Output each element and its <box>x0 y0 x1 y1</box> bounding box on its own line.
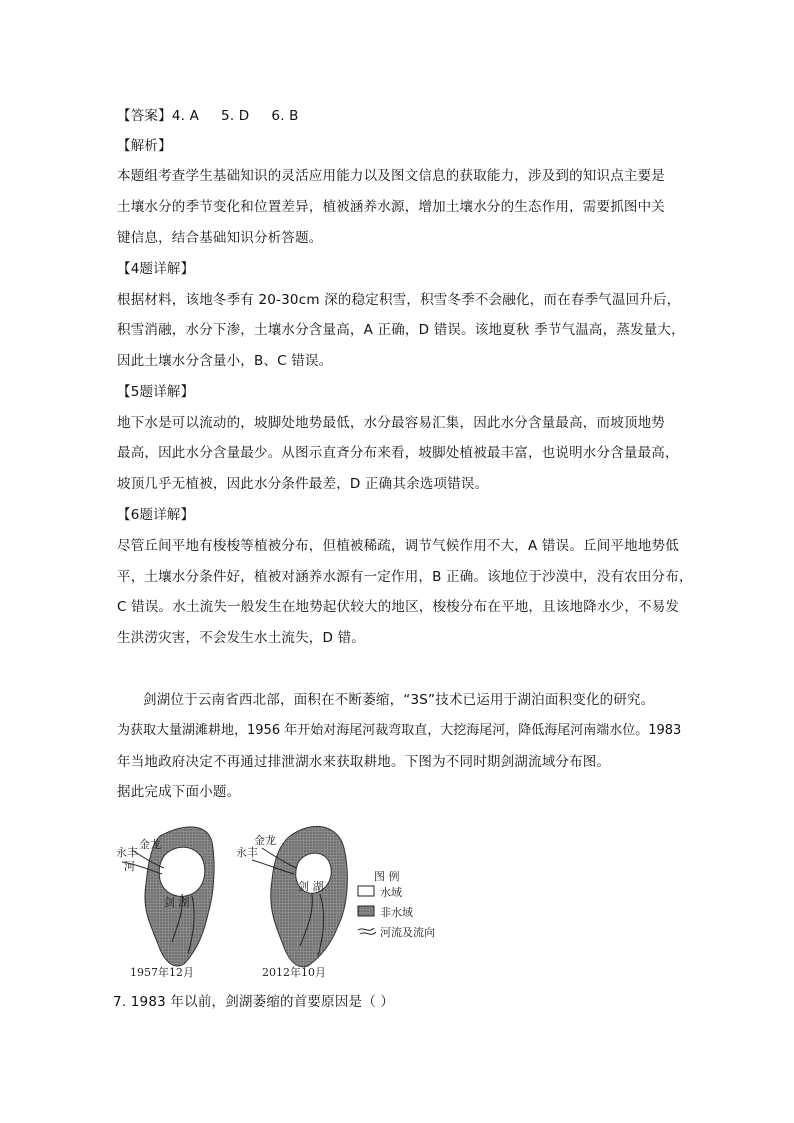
legend-land-label: 非水域 <box>380 906 413 919</box>
material-line: 年当地政府决定不再通过排泄湖水来获取耕地。下图为不同时期剑湖流域分布图。 <box>117 754 611 770</box>
answer-item: 4. A <box>171 108 200 124</box>
material-line: 为获取大量湖滩耕地，1956 年开始对海尾河裁弯取直，大挖海尾河，降低海尾河南端水位。1983 <box>117 723 682 738</box>
q6-line: 生洪涝灾害，不会发生水土流失，D 错。 <box>117 630 365 646</box>
q4-line: 积雪消融，水分下渗，土壤水分含量高，A 正确，D 错误。该地夏秋 季节气温高，蒸发量大， <box>117 322 685 338</box>
answer-item: 6. B <box>271 108 299 124</box>
q6-title: 【6题详解】 <box>117 507 195 523</box>
legend-land-swatch <box>358 906 374 916</box>
river-label-yongfeng: 永丰 <box>116 846 138 859</box>
legend-river-label: 河流及流向 <box>380 926 435 939</box>
question-7: 7. 1983 年以前，剑湖萎缩的首要原因是（ ） <box>113 994 395 1010</box>
river-label-jinlong-2012: 金龙 <box>254 834 276 847</box>
legend-river-icon <box>358 928 374 930</box>
legend-water-swatch <box>358 886 374 896</box>
q4-title: 【4题详解】 <box>117 261 195 277</box>
q4-line: 因此土壤水分含量小，B、C 错误。 <box>117 353 333 369</box>
analysis-line: 本题组考查学生基础知识的灵活应用能力以及图文信息的获取能力，涉及到的知识点主要是 <box>117 168 665 184</box>
q6-line: 尽管丘间平地有梭梭等植被分布，但植被稀疏，调节气候作用不大，A 错误。丘间平地地势低 <box>117 538 679 554</box>
answer-label: 【答案】 <box>117 108 172 124</box>
lake-label-2012: 剑 湖 <box>298 880 324 893</box>
river-label-yongfeng-2012: 永丰 <box>236 846 258 859</box>
lake-label-1957: 剑 湖 <box>164 896 190 909</box>
river-label-he: 河 <box>124 860 135 873</box>
analysis-title: 【解析】 <box>117 138 172 154</box>
q5-line: 最高，因此水分含量最少。从图示直斉分布来看，坡脚处植被最丰富，也说明水分含量最高， <box>117 445 679 461</box>
analysis-line: 键信息，结合基础知识分析答题。 <box>117 230 323 246</box>
material-line: 剑湖位于云南省西北部，面积在不断萎缩，“3S”技术已运用于湖泊面积变化的研究。 <box>143 692 655 708</box>
river-label-jinlong: 金龙 <box>139 838 161 851</box>
legend-title: 图 例 <box>374 870 400 883</box>
q5-line: 地下水是可以流动的，坡脚处地势最低，水分最容易汇集，因此水分含量最高，而坡顶地势 <box>117 415 665 431</box>
legend-water-label: 水域 <box>380 886 402 899</box>
answer-item: 5. D <box>221 108 250 124</box>
map-2012-caption: 2012年10月 <box>262 966 326 979</box>
map-1957-caption: 1957年12月 <box>130 966 194 979</box>
lake-map-figure <box>112 814 452 984</box>
q6-line: 平，土壤水分条件好，植被对涵养水源有一定作用，B 正确。该地位于沙漠中，没有农田分布， <box>117 569 693 585</box>
analysis-line: 土壤水分的季节变化和位置差异，植被涵养水源，增加土壤水分的生态作用，需要抓图中关 <box>117 199 665 215</box>
answer-line <box>117 104 299 124</box>
q5-line: 坡顶几乎无植被，因此水分条件最差，D 正确其余选项错误。 <box>117 476 489 492</box>
q4-line: 根据材料，该地冬季有 20-30cm 深的稳定积雪，积雪冬季不会融化，而在春季气温回升后， <box>117 292 681 308</box>
material-line: 据此完成下面小题。 <box>117 784 241 800</box>
q6-line: C 错误。水土流失一般发生在地势起伏较大的地区，梭梭分布在平地，且该地降水少，不易发 <box>117 599 680 615</box>
q5-title: 【5题详解】 <box>117 384 195 400</box>
